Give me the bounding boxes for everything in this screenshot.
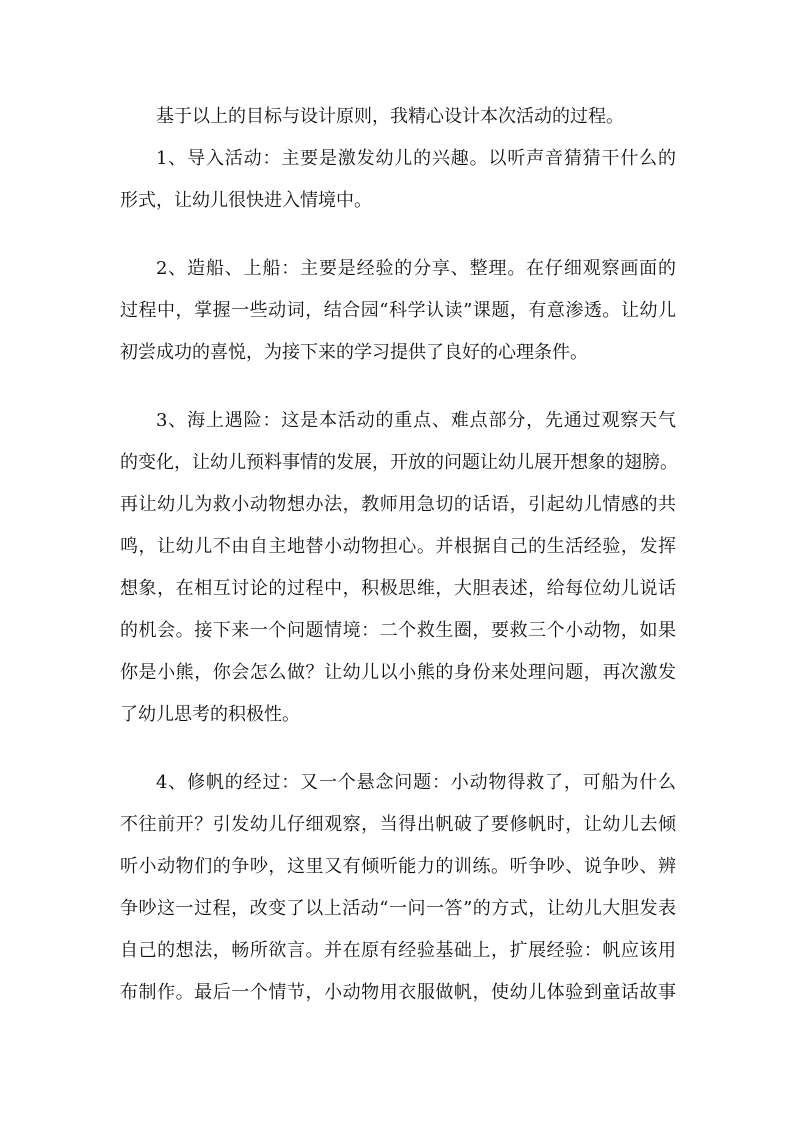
paragraph-step-4 bbox=[120, 762, 676, 1014]
paragraph-gap bbox=[120, 736, 676, 762]
text-line: 再让幼儿为救小动物想办法，教师用急切的话语，引起幼儿情感的共 bbox=[120, 494, 676, 515]
text-line: 1、导入活动：主要是激发幼儿的兴趣。以听声音猜猜干什么的 bbox=[156, 148, 676, 169]
paragraph-intro bbox=[120, 96, 676, 138]
paragraph-step-1 bbox=[120, 138, 676, 222]
text-line: 听小动物们的争吵，这里又有倾听能力的训练。听争吵、说争吵、辨 bbox=[120, 856, 676, 877]
text-line: 了幼儿思考的积极性。 bbox=[120, 704, 300, 725]
text-line: 2、造船、上船：主要是经验的分享、整理。在仔细观察画面的 bbox=[156, 258, 676, 279]
paragraph-gap bbox=[120, 222, 676, 248]
text-line: 初尝成功的喜悦，为接下来的学习提供了良好的心理条件。 bbox=[120, 342, 588, 363]
paragraph-step-3 bbox=[120, 400, 676, 736]
text-line: 4、修帆的经过：又一个悬念问题：小动物得救了，可船为什么 bbox=[156, 772, 676, 793]
text-line: 过程中，掌握一些动词，结合园“科学认读”课题，有意渗透。让幼儿 bbox=[120, 300, 676, 321]
text-line: 形式，让幼儿很快进入情境中。 bbox=[120, 190, 372, 211]
text-line: 基于以上的目标与设计原则，我精心设计本次活动的过程。 bbox=[156, 106, 624, 127]
text-line: 不往前开？引发幼儿仔细观察，当得出帆破了要修帆时，让幼儿去倾 bbox=[120, 814, 676, 835]
text-line: 争吵这一过程，改变了以上活动“一问一答”的方式，让幼儿大胆发表 bbox=[120, 898, 676, 919]
text-line: 3、海上遇险：这是本活动的重点、难点部分，先通过观察天气 bbox=[156, 410, 676, 431]
text-line: 想象，在相互讨论的过程中，积极思维，大胆表述，给每位幼儿说话 bbox=[120, 578, 676, 599]
paragraph-gap bbox=[120, 374, 676, 400]
text-line: 鸣，让幼儿不由自主地替小动物担心。并根据自己的生活经验，发挥 bbox=[120, 536, 676, 557]
text-line: 布制作。最后一个情节，小动物用衣服做帆，使幼儿体验到童话故事 bbox=[120, 982, 676, 1003]
text-line: 的变化，让幼儿预料事情的发展，开放的问题让幼儿展开想象的翅膀。 bbox=[120, 452, 678, 473]
text-line: 的机会。接下来一个问题情境：二个救生圈，要救三个小动物，如果 bbox=[120, 620, 676, 641]
document-body bbox=[120, 96, 676, 1014]
paragraph-step-2 bbox=[120, 248, 676, 374]
text-line: 自己的想法，畅所欲言。并在原有经验基础上，扩展经验：帆应该用 bbox=[120, 940, 676, 961]
text-line: 你是小熊，你会怎么做？让幼儿以小熊的身份来处理问题，再次激发 bbox=[120, 662, 676, 683]
